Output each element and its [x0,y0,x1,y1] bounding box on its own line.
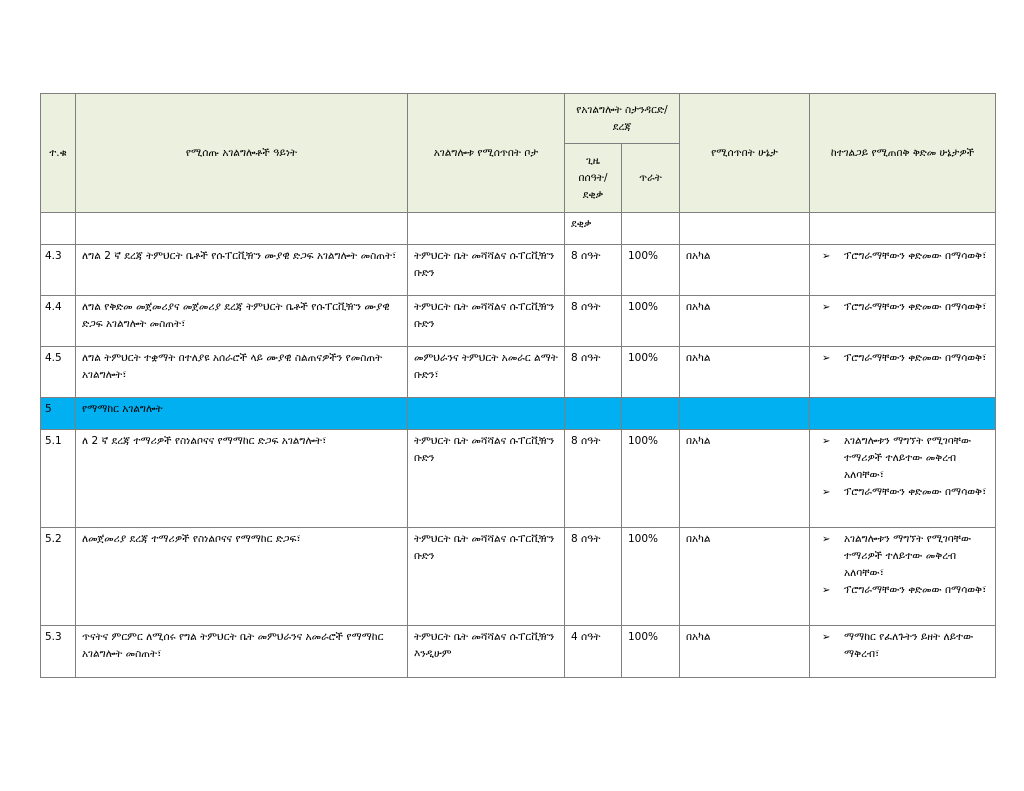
service-place: ትምህርት ቤት መሻሻልና ሱፐርቪዥን ቡድን [408,528,565,626]
service-quality: 100% [622,347,680,398]
prerequisites-list [816,299,989,316]
prerequisite-item [816,531,989,582]
service-quality: 100% [622,245,680,296]
section-row [41,398,996,430]
table-row [41,296,996,347]
service-name: ለግል ትምህርት ተቋማት በተለያዩ አሰራሮች ላይ ሙያዊ ስልጠናዎችን የመስጠት አገልግሎት፣ [76,347,408,398]
delivery-mode: በአካል [680,528,810,626]
arrow-bullet-icon: ➢ [822,436,831,447]
section-number: 5 [41,398,76,430]
service-quality: 100% [622,528,680,626]
delivery-mode: በአካል [680,430,810,528]
service-time: 8 ሰዓት [565,347,622,398]
arrow-bullet-icon: ➢ [822,353,831,364]
service-time: 8 ሰዓት [565,296,622,347]
service-quality: 100% [622,626,680,678]
service-place: ትምህርት ቤት መሻሻልና ሱፐርቪዥን እንዲሁም [408,626,565,678]
continuation-time-cell: ደቂቃ [565,213,622,245]
service-name: ለግል የቅድመ መጀመሪያና መጀመሪያ ደረጃ ትምህርት ቤቶች የሱፐርቪዥን ሙያዊ ድጋፍ አገልግሎት መስጠት፣ [76,296,408,347]
services-table [40,93,996,678]
prerequisite-text: ፕሮግራማቸውን ቀድመው በማሳወቅ፣ [844,584,987,596]
service-time: 8 ሰዓት [565,245,622,296]
prerequisite-text: ፕሮግራማቸውን ቀድመው በማሳወቅ፣ [844,301,987,313]
continuation-row [41,213,996,245]
service-quality: 100% [622,430,680,528]
table-row [41,347,996,398]
prerequisite-text: አገልግሎቱን ማግኘት የሚገባቸው ተማሪዎች ተለይተው መቅረብ አለባቸው፣ [844,435,972,481]
prerequisite-item [816,433,989,484]
service-place: ትምህርት ቤት መሻሻልና ሱፐርቪዥን ቡድን [408,296,565,347]
prerequisites-cell [810,296,996,347]
prerequisite-item [816,299,989,316]
prerequisite-item [816,248,989,265]
prerequisite-item [816,350,989,367]
row-number: 4.5 [41,347,76,398]
delivery-mode: በአካል [680,296,810,347]
service-name: ለ 2 ኛ ደረጃ ተማሪዎች የስነልቦናና የማማከር ድጋፍ አገልግሎት፣ [76,430,408,528]
service-time: 4 ሰዓት [565,626,622,678]
section-title: የማማከር አገልግሎት [76,398,408,430]
row-number: 5.1 [41,430,76,528]
prerequisites-list [816,531,989,599]
service-quality: 100% [622,296,680,347]
delivery-mode: በአካል [680,347,810,398]
header-service-place: አገልግሎቱ የሚሰጥበት ቦታ [408,94,565,213]
arrow-bullet-icon: ➢ [822,251,831,262]
prerequisites-cell [810,626,996,678]
prerequisite-text: ፕሮግራማቸውን ቀድመው በማሳወቅ፣ [844,352,987,364]
prerequisite-text: ፕሮግራማቸውን ቀድመው በማሳወቅ፣ [844,486,987,498]
prerequisites-cell [810,347,996,398]
arrow-bullet-icon: ➢ [822,585,831,596]
section-row-group [41,398,996,430]
arrow-bullet-icon: ➢ [822,302,831,313]
service-time: 8 ሰዓት [565,430,622,528]
service-name: ለመጀመሪያ ደረጃ ተማሪዎች የስነልቦናና የማማከር ድጋፍ፣ [76,528,408,626]
row-number: 4.3 [41,245,76,296]
table-body-part-2 [41,430,996,678]
table-row [41,528,996,626]
arrow-bullet-icon: ➢ [822,534,831,545]
service-name: ለግል 2 ኛ ደረጃ ትምህርት ቤቶች የሱፐርቪዥን ሙያዊ ድጋፍ አገልግሎት መስጠት፣ [76,245,408,296]
prerequisites-cell [810,430,996,528]
row-number: 5.3 [41,626,76,678]
header-quality: ጥራት [622,144,680,213]
delivery-mode: በአካል [680,245,810,296]
arrow-bullet-icon: ➢ [822,632,831,643]
header-standard: የአገልግሎት ስታንዳርድ/ደረጃ [565,94,680,144]
service-place: መምህራንና ትምህርት አመራር ልማት ቡድን፣ [408,347,565,398]
service-name: ጥናትና ምርምር ለሚሰሩ የግል ትምህርት ቤት መምህራንና አመራሮች የማማከር አገልግሎት መስጠት፣ [76,626,408,678]
arrow-bullet-icon: ➢ [822,487,831,498]
header-service-type: የሚሰጡ አገልግሎቶች ዓይነት [76,94,408,213]
delivery-mode: በአካል [680,626,810,678]
prerequisites-cell [810,528,996,626]
service-place: ትምህርት ቤት መሻሻልና ሱፐርቪዥን ቡድን [408,245,565,296]
prerequisites-list [816,629,989,663]
table-row [41,430,996,528]
prerequisite-item [816,629,989,663]
prerequisite-text: ማማከር የፈለጉትን ይዘት ለይተው ማቅረብ፣ [844,631,974,660]
prerequisite-text: ፕሮግራማቸውን ቀድመው በማሳወቅ፣ [844,250,987,262]
prerequisite-text: አገልግሎቱን ማግኘት የሚገባቸው ተማሪዎች ተለይተው መቅረብ አለባቸው፣ [844,533,972,579]
header-number: ተ.ቁ [41,94,76,213]
service-time: 8 ሰዓት [565,528,622,626]
prerequisite-item [816,484,989,501]
service-place: ትምህርት ቤት መሻሻልና ሱፐርቪዥን ቡድን [408,430,565,528]
prerequisites-list [816,350,989,367]
prerequisites-cell [810,245,996,296]
table-row [41,245,996,296]
prerequisites-list [816,248,989,265]
header-prerequisites: ከተገልጋይ የሚጠበቅ ቅድመ ሁኔታዎች [810,94,996,213]
row-number: 4.4 [41,296,76,347]
table-header [41,94,996,213]
prerequisite-item [816,582,989,599]
header-time: ጊዜ በሰዓት/ደቂቃ [565,144,622,213]
table-row [41,626,996,678]
row-number: 5.2 [41,528,76,626]
prerequisites-list [816,433,989,501]
table-body-part-1 [41,213,996,398]
header-delivery-mode: የሚሰጥበት ሁኔታ [680,94,810,213]
